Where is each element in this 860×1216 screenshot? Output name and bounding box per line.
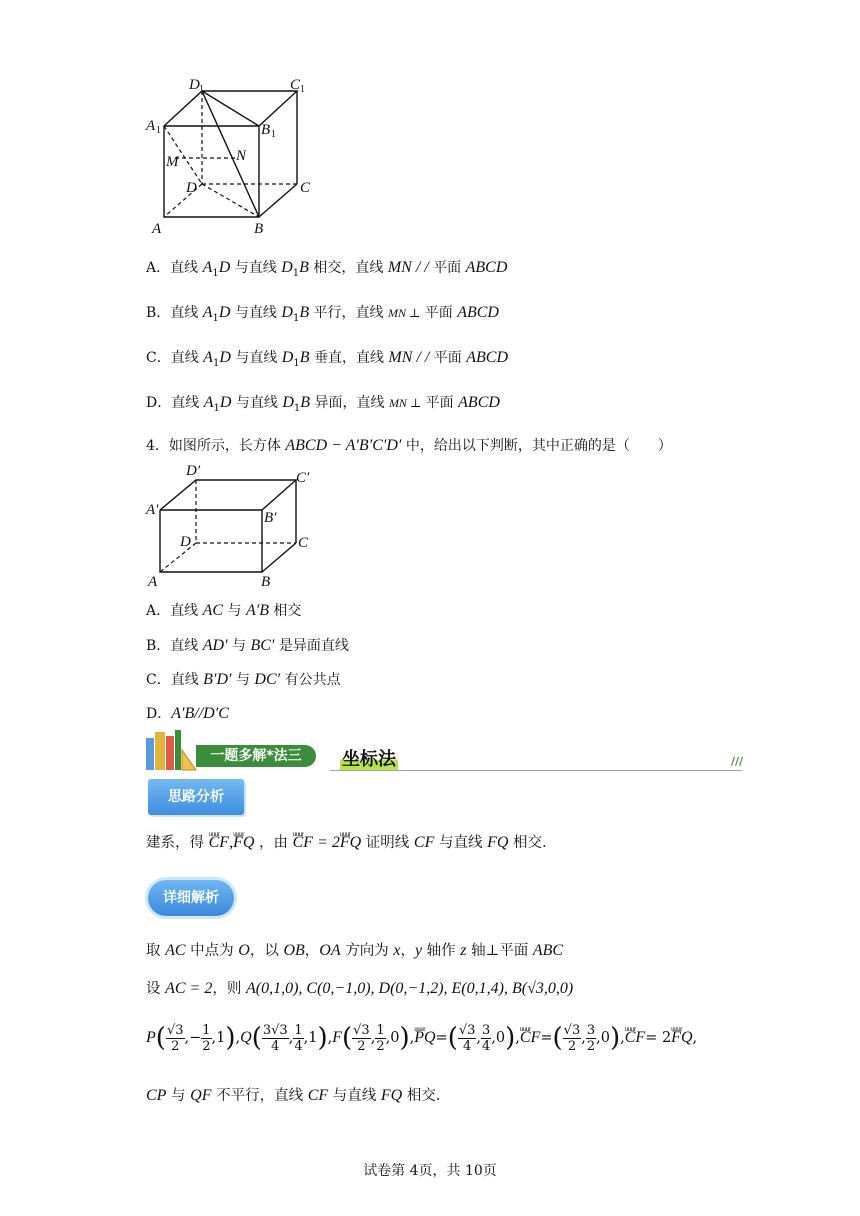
solution-line-3: P( $\frac{√3}{2}$ ,− $\frac{1}{2}$ ,1),Q( $\frac{3√3}{4}$ , $\frac{1}{4}$ ,1),F( $\frac{√3}{2}$ , $\frac{1}{2}$ ,0),uuur PQ=( $\frac{√3}{4}$ , $\frac{3}{4}$ ,0),uuur CF=( $\frac{√3}{2}$ , $\frac{3}{2}$ ,0),uuur CF= 2uuur FQ,	[146, 1020, 697, 1056]
option-letter: C．	[146, 350, 171, 366]
math-var: AC	[165, 942, 186, 959]
math-var: z	[460, 942, 467, 959]
math-var: D	[281, 349, 294, 366]
label-A: A	[148, 574, 158, 590]
frac-num: 1	[294, 1022, 303, 1038]
math-var: B	[300, 394, 311, 411]
math-var: AC	[202, 602, 224, 619]
math-sub: 1	[212, 312, 219, 324]
text: 与直线	[328, 1088, 381, 1104]
option-text: 与直线	[231, 395, 283, 411]
math-var: A	[202, 304, 213, 321]
math-var: ABCD	[458, 394, 500, 411]
label-D1: D	[189, 77, 200, 93]
option-letter: C．	[146, 672, 171, 688]
option-text: 与	[227, 638, 251, 654]
option-text: 直线	[170, 672, 204, 688]
vector: uuur CF	[293, 832, 313, 854]
math-var: B′D′	[203, 671, 232, 688]
math-var: FQ	[487, 834, 509, 851]
solution-line-4	[146, 1085, 440, 1107]
label-A1: A	[146, 118, 156, 134]
label-C1-sub: 1	[300, 84, 305, 95]
text: 与直线	[434, 835, 488, 851]
frac-num: 1	[202, 1022, 211, 1038]
text: 轴⊥平面	[466, 943, 533, 959]
math-var: D	[219, 394, 232, 411]
text: 不平行，直线	[211, 1088, 308, 1104]
math-var: A	[203, 394, 214, 411]
q4-stem	[146, 436, 672, 456]
option-letter: B．	[146, 638, 171, 654]
frac-den: 2	[376, 1038, 385, 1054]
text: ，则	[212, 981, 246, 997]
q3-option-a	[146, 258, 507, 284]
banner-divider	[330, 770, 742, 771]
frac-den: 4	[271, 1038, 280, 1054]
math-var: AD′	[202, 637, 228, 654]
math-var: MN ⊥	[388, 396, 422, 410]
option-text: 与	[223, 603, 246, 619]
frac-den: 2	[171, 1038, 180, 1054]
text: 相交.	[508, 835, 547, 851]
option-text: 直线	[171, 395, 204, 411]
banner-slashes: ///	[731, 755, 744, 768]
solution-line-2	[146, 978, 573, 1000]
label-A: A	[152, 221, 162, 237]
math-num: 0	[390, 1030, 400, 1046]
frac-den: 4	[482, 1038, 491, 1054]
label-N: N	[236, 148, 247, 164]
math-var: B	[299, 259, 309, 276]
label-B1-sub: 1	[271, 129, 276, 140]
frac-den: 2	[586, 1038, 596, 1054]
option-letter: A．	[146, 603, 171, 619]
option-text: 与	[231, 672, 255, 688]
text: 轴作	[422, 943, 461, 959]
frac-den: 4	[294, 1038, 303, 1054]
analysis-text	[146, 832, 547, 854]
text: 与	[166, 1088, 191, 1104]
math-sub: 1	[213, 402, 220, 414]
math-var: F	[332, 1029, 342, 1046]
analysis-tag: 思路分析	[148, 779, 244, 815]
math-var: A	[203, 349, 213, 366]
text: ，	[400, 943, 415, 959]
q4-option-c	[146, 670, 341, 690]
math-num: 1	[308, 1030, 318, 1046]
frac-num: 3√3	[262, 1022, 288, 1038]
frac-num: √3	[353, 1022, 370, 1038]
math-var: D	[282, 394, 294, 411]
label-D: D	[180, 534, 191, 550]
frac-den: 4	[462, 1038, 472, 1054]
text: 建系，得	[146, 835, 209, 851]
math-var: CF	[413, 834, 435, 851]
math-var: D	[218, 304, 231, 321]
math-var: B	[299, 349, 310, 366]
label-A1-sub: 1	[156, 125, 161, 136]
label-Cp: C′	[296, 470, 310, 486]
label-B1: B	[261, 122, 271, 138]
math-var: P	[146, 1029, 156, 1046]
math-var: ABCD	[457, 304, 499, 321]
math-var: MN / /	[388, 349, 430, 366]
math-var: ABCD	[466, 349, 508, 366]
q3-option-d	[146, 393, 500, 419]
option-text: 平面	[429, 350, 467, 366]
tools-icon	[144, 728, 204, 772]
cube-figure	[140, 72, 320, 238]
math-points: A(0,1,0), C(0,−1,0), D(0,−1,2), E(0,1,4), B(√3,0,0)	[245, 980, 574, 997]
math-var: MN / /	[387, 259, 429, 276]
option-text: 直线	[170, 305, 203, 321]
math-var: ABC	[532, 942, 564, 959]
option-text: 与直线	[230, 260, 282, 276]
math-var: OA	[319, 942, 341, 959]
frac-num: √3	[166, 1022, 184, 1038]
text: 相交.	[402, 1088, 441, 1104]
text: 证明线	[361, 835, 414, 851]
option-text: 与直线	[230, 305, 282, 321]
label-Bp: B′	[264, 510, 277, 526]
option-text: 直线	[170, 638, 203, 654]
math-sub: 1	[212, 267, 219, 279]
math-var: FQ	[380, 1087, 403, 1104]
option-text: 直线	[170, 350, 204, 366]
option-text: 异面，直线	[310, 395, 389, 411]
banner-title: 坐标法	[340, 745, 398, 771]
math-var: MN ⊥	[388, 306, 421, 320]
label-Dp: D′	[186, 463, 201, 479]
option-text: 是异面直线	[274, 638, 349, 654]
text: ，	[304, 943, 320, 959]
math-comma: ,	[229, 834, 234, 851]
page-footer: 试卷第 4页，共 10页	[363, 1163, 497, 1179]
option-letter: A．	[146, 260, 171, 276]
math-num: 0	[600, 1030, 610, 1046]
option-letter: B．	[146, 305, 171, 321]
math-var: ABCD	[465, 259, 508, 276]
frac-num: 1	[376, 1022, 385, 1038]
frac-num: 3	[586, 1022, 596, 1038]
math-var: CP	[146, 1087, 167, 1104]
solution-tag: 详细解析	[148, 880, 234, 916]
label-Ap: A′	[146, 502, 159, 518]
option-text: 直线	[170, 603, 203, 619]
label-C1: C	[290, 77, 301, 93]
banner-label: 一题多解*法三	[196, 745, 316, 767]
math-var: BC′	[250, 637, 275, 654]
text: ，由	[254, 835, 293, 851]
math-var: D	[281, 304, 293, 321]
option-letter: D．	[146, 706, 172, 722]
q4-option-d	[146, 704, 229, 724]
option-text: 有公共点	[280, 672, 341, 688]
math-sub: 1	[293, 357, 300, 369]
text: 设	[146, 981, 166, 997]
math-var: O	[238, 942, 250, 959]
math-num: 0	[495, 1030, 506, 1046]
math-var: AC = 2	[165, 980, 213, 997]
vector: uuur CF	[209, 832, 229, 854]
math-eq: =	[435, 1030, 448, 1046]
frac-num: √3	[563, 1022, 581, 1038]
q3-option-b	[146, 303, 499, 329]
math-var: D	[219, 349, 231, 366]
math-var: B	[299, 304, 310, 321]
option-letter: D．	[146, 395, 172, 411]
q3-option-c	[146, 348, 508, 374]
math-eq: = 2	[313, 834, 340, 851]
text: 方向为	[340, 943, 394, 959]
label-D: D	[186, 180, 197, 196]
option-text: 平面	[420, 305, 458, 321]
vector: uuur CF	[625, 1020, 645, 1056]
option-text: 相交，直线	[308, 260, 388, 276]
frac-num: √3	[458, 1022, 476, 1038]
label-M: M	[166, 154, 179, 170]
option-text: 相交	[268, 603, 302, 619]
cuboid-figure	[140, 460, 320, 590]
math-var: CF	[307, 1087, 329, 1104]
math-var: A	[202, 259, 213, 276]
math-sub: 1	[212, 357, 220, 369]
math-sub: 1	[292, 267, 300, 279]
math-minus: −	[189, 1030, 202, 1046]
stem-text: 4．如图所示，长方体	[146, 438, 286, 454]
math-var: OB	[283, 942, 305, 959]
option-text: 垂直，直线	[309, 350, 389, 366]
solution-line-1	[146, 940, 563, 962]
option-text: 平面	[428, 260, 466, 276]
label-B: B	[254, 221, 264, 237]
q4-option-b	[146, 636, 349, 656]
text: 中点为	[185, 943, 239, 959]
math-var: D	[218, 259, 231, 276]
option-text: 平行，直线	[309, 305, 388, 321]
math-var: A′B//D′C	[171, 705, 229, 722]
math-var: y	[414, 942, 423, 959]
label-C: C	[300, 180, 311, 196]
math-var: QF	[190, 1087, 212, 1104]
vector: uuur PQ	[414, 1020, 435, 1056]
math-eq: = 2	[645, 1030, 672, 1046]
math-eq: =	[540, 1030, 553, 1046]
label-C: C	[298, 535, 309, 551]
frac-num: 3	[482, 1022, 491, 1038]
text: 取	[146, 943, 166, 959]
math-var: ABCD − A′B′C′D′	[285, 437, 402, 454]
option-text: 与直线	[230, 350, 282, 366]
math-var: Q	[240, 1029, 252, 1046]
frac-den: 2	[567, 1038, 577, 1054]
vector: uuur FQ	[340, 832, 361, 854]
math-sub: 1	[293, 402, 301, 414]
frac-den: 2	[202, 1038, 211, 1054]
math-var: DC′	[254, 671, 281, 688]
vector: uuur FQ	[233, 832, 254, 854]
option-text: 直线	[170, 260, 203, 276]
text: ，以	[249, 943, 284, 959]
math-num: 1	[216, 1030, 226, 1046]
math-var: x	[393, 942, 401, 959]
q4-option-a	[146, 601, 301, 621]
math-var: A′B	[245, 602, 269, 619]
option-text: 平面	[421, 395, 459, 411]
label-B: B	[261, 574, 271, 590]
label-D1-sub: 1	[199, 84, 204, 95]
vector: uuur FQ	[671, 1020, 692, 1056]
vector: uuur CF	[520, 1020, 540, 1056]
math-var: D	[281, 259, 293, 276]
stem-text: 中，给出以下判断，其中正确的是（ ）	[401, 438, 672, 454]
frac-den: 2	[357, 1038, 366, 1054]
math-sub: 1	[292, 312, 300, 324]
